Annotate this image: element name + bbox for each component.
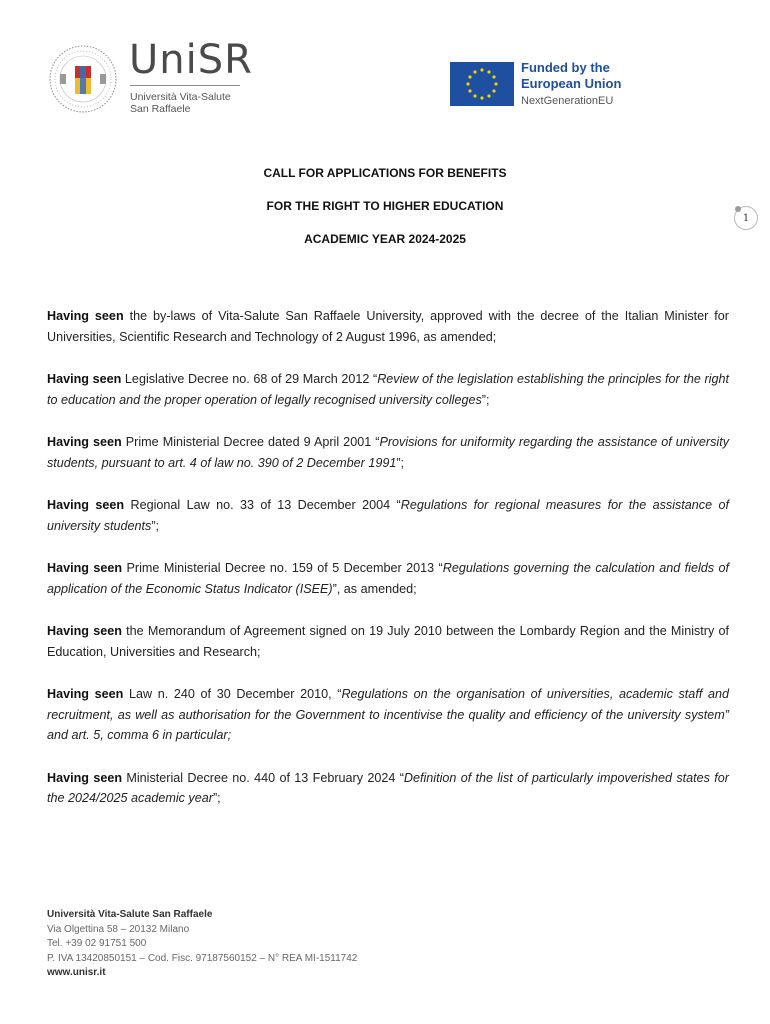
- clause-lead: Having seen: [47, 309, 124, 323]
- clause-4: [47, 495, 729, 536]
- clause-3: [47, 432, 729, 473]
- clause-title: Provisions for uniformity regarding the assistance of university students, pursuant to art. 4 of law no. 390 of 2 December 1991: [47, 435, 729, 470]
- clause-title: Regulations governing the calculation and fields of application of the Economic Status Indicator (ISEE): [47, 561, 729, 596]
- footer-fiscal: P. IVA 13420850151 – Cod. Fisc. 97187560152 – N° REA MI-1511742: [47, 952, 358, 964]
- eu-funded-line1: Funded by the: [521, 60, 610, 75]
- footer-address: Via Olgettina 58 – 20132 Milano: [47, 923, 190, 935]
- clause-7: [47, 684, 729, 746]
- clause-text: the Memorandum of Agreement signed on 19 July 2010 between the Lombardy Region and the Ministry of Education, Universities and Research;: [47, 624, 729, 659]
- clause-text: Legislative Decree no. 68 of 29 March 2012 “: [121, 372, 378, 386]
- clause-lead: Having seen: [47, 435, 122, 449]
- clause-tail: ”;: [212, 791, 221, 805]
- page-footer: [47, 908, 357, 981]
- clause-title: Definition of the list of particularly impoverished states for the 2024/2025 academic year: [47, 770, 729, 805]
- eu-nextgen-label: NextGenerationEU: [521, 95, 614, 107]
- clause-lead: Having seen: [47, 687, 124, 701]
- footer-phone: Tel. +39 02 91751 500: [47, 938, 147, 949]
- clause-1: [47, 306, 729, 347]
- clause-text: Law n. 240 of 30 December 2010, “: [123, 687, 342, 701]
- clause-title: Regulations for regional measures for the assistance of university students: [47, 498, 729, 533]
- unisr-logo-subtitle: [130, 91, 231, 115]
- clauses-list: [47, 306, 729, 831]
- eu-funded-line2: European Union: [521, 76, 622, 91]
- title-line-3: ACADEMIC YEAR 2024-2025: [304, 232, 466, 246]
- clause-text: the by-laws of Vita-Salute San Raffaele University, approved with the decree of the Italian Minister for Universities, Scientific Research and Technology of 2 August 1996, as amended;: [47, 309, 729, 344]
- clause-tail: ”;: [396, 455, 405, 470]
- page-number: 1: [742, 212, 750, 224]
- footer-website-link[interactable]: www.unisr.it: [47, 967, 106, 978]
- clause-6: [47, 621, 729, 662]
- clause-lead: Having seen: [47, 624, 122, 638]
- clause-2: [47, 369, 729, 410]
- clause-tail: ”, as amended;: [332, 581, 417, 596]
- title-line-2: FOR THE RIGHT TO HIGHER EDUCATION: [266, 199, 504, 213]
- footer-org: Università Vita-Salute San Raffaele: [47, 909, 213, 920]
- clause-title: Review of the legislation establishing the principles for the right to education and the proper operation of legally recognised university colleges: [47, 372, 729, 407]
- logo-sub-line2: San Raffaele: [130, 103, 191, 115]
- clause-lead: Having seen: [47, 372, 122, 386]
- logo-divider: [130, 85, 240, 86]
- title-line-1: CALL FOR APPLICATIONS FOR BENEFITS: [263, 166, 507, 180]
- clause-lead: Having seen: [47, 498, 125, 512]
- eu-funding-label: [521, 60, 621, 109]
- clause-text: Regional Law no. 33 of 13 December 2004 “: [124, 498, 401, 512]
- clause-tail: ”;: [481, 392, 490, 407]
- clause-text: Ministerial Decree no. 440 of 13 February 2024 “: [122, 770, 404, 785]
- page-header: [0, 0, 770, 130]
- clause-lead: Having seen: [47, 770, 123, 785]
- unisr-seal-logo: [44, 44, 122, 114]
- clause-lead: Having seen: [47, 561, 123, 575]
- logo-sub-line1: Università Vita-Salute: [130, 91, 231, 103]
- eu-flag-icon: [450, 62, 514, 106]
- clause-text: Prime Ministerial Decree dated 9 April 2001 “: [121, 435, 380, 449]
- clause-8: [47, 768, 729, 809]
- unisr-logo-word: UniSR: [129, 37, 253, 83]
- clause-text: Prime Ministerial Decree no. 159 of 5 December 2013 “: [122, 561, 443, 575]
- clause-5: [47, 558, 729, 599]
- clause-title: Regulations on the organisation of universities, academic staff and recruitment, as well as authorisation for the Government to incentivise the quality and efficiency of the university system” and art. 5, comma 6 in particular;: [47, 687, 729, 742]
- clause-tail: ”;: [151, 518, 160, 533]
